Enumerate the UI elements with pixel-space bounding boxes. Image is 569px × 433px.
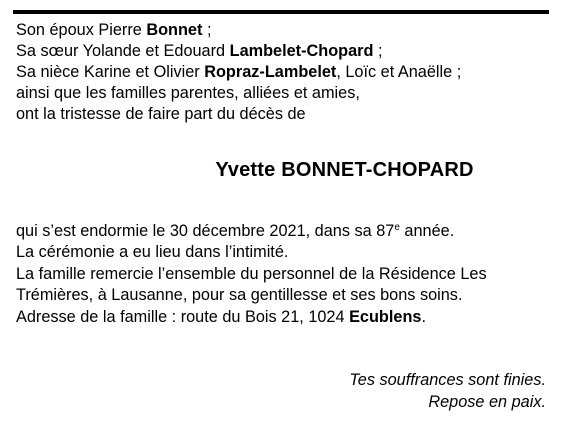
body-line-ceremony: La cérémonie a eu lieu dans l’intimité. — [16, 243, 289, 261]
family-line-relatives: ainsi que les familles parentes, alliées et amies, — [16, 84, 360, 102]
announcement-line: ont la tristesse de faire part du décès de — [16, 105, 306, 123]
family-line-sister: Sa sœur Yolande et Edouard Lambelet-Chopard ; — [16, 42, 383, 60]
family-line-niece: Sa nièce Karine et Olivier Ropraz-Lambelet, Loïc et Anaëlle ; — [16, 63, 462, 81]
body-line-address: Adresse de la famille : route du Bois 21, 1024 Ecublens. — [16, 308, 426, 326]
body-line-thanks-1: La famille remercie l’ensemble du personnel de la Résidence Les — [16, 265, 487, 283]
closing-line-1: Tes souffrances sont finies. — [349, 371, 546, 389]
deceased-name: Yvette BONNET-CHOPARD — [215, 159, 474, 181]
top-rule — [13, 10, 549, 14]
body-line-passing: qui s’est endormie le 30 décembre 2021, dans sa 87e année. — [16, 222, 455, 240]
closing-line-2: Repose en paix. — [428, 393, 546, 411]
family-line-spouse: Son époux Pierre Bonnet ; — [16, 21, 212, 39]
body-line-thanks-2: Trémières, à Lausanne, pour sa gentillesse et ses bons soins. — [16, 286, 463, 304]
